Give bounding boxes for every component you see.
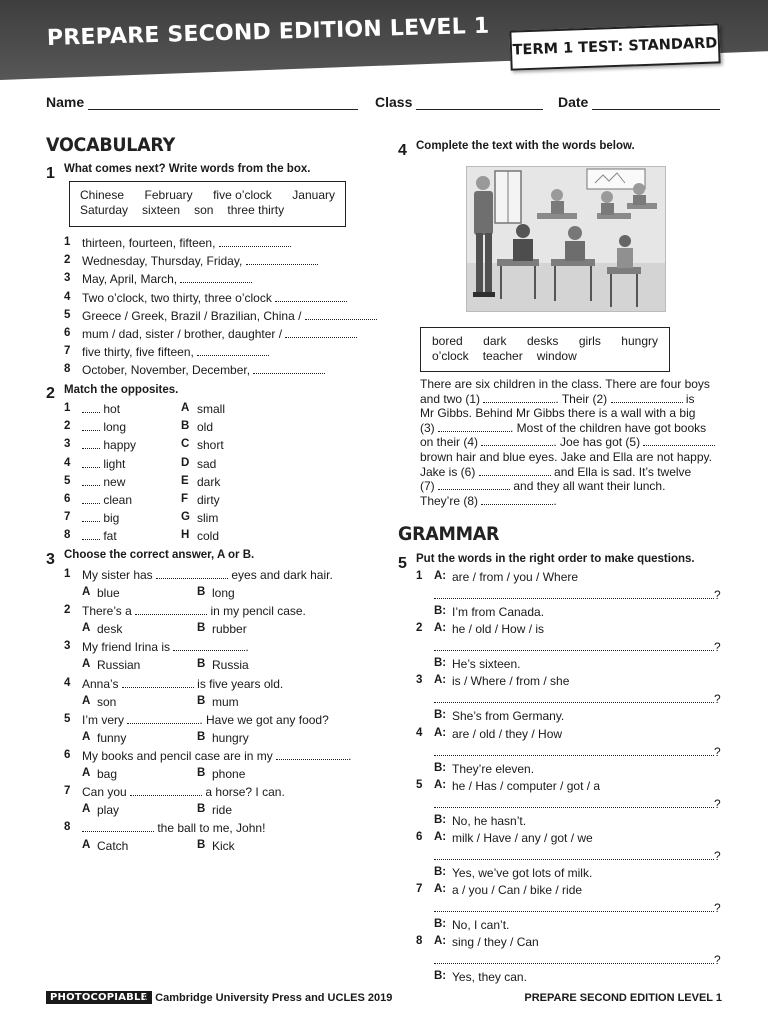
footer-level: PREPARE SECOND EDITION LEVEL 1	[524, 992, 722, 1004]
option-letter: E	[181, 474, 189, 487]
item-text: Greece / Greek, Brazil / Brazilian, China /	[82, 308, 302, 323]
question-mark: ?	[714, 744, 721, 759]
option-letter: B	[197, 694, 206, 707]
speaker-b-label: B:	[434, 866, 447, 878]
speaker-b-label: B:	[434, 918, 447, 931]
item-text: Anna’s	[82, 676, 119, 691]
item-number: 4	[416, 726, 423, 739]
answer-blank[interactable]	[122, 678, 194, 688]
text-segment: (7)	[420, 479, 435, 494]
word-box-item: teacher	[482, 349, 523, 363]
classroom-illustration-svg	[467, 167, 666, 312]
answer-blank[interactable]	[275, 292, 347, 302]
answer-blank[interactable]	[82, 439, 100, 449]
answer-line[interactable]	[434, 640, 721, 654]
item-text: .	[245, 640, 249, 655]
option-letter: G	[181, 511, 190, 524]
answer-blank[interactable]	[246, 255, 318, 265]
option-letter: C	[181, 438, 190, 451]
option-letter: A	[82, 767, 91, 779]
list-item	[82, 475, 125, 489]
item-number: 8	[64, 363, 71, 376]
speaker-a-label: A:	[434, 778, 447, 791]
class-blank[interactable]	[416, 95, 543, 110]
text-line	[420, 435, 720, 450]
word-box-item: Chinese	[80, 188, 125, 202]
speaker-b-label: B:	[434, 605, 447, 617]
answer-blank[interactable]	[438, 423, 510, 432]
item-number: 2	[64, 254, 71, 267]
text-segment: and Ella is sad. It’s twelve	[550, 464, 692, 479]
answer-blank[interactable]	[305, 310, 377, 320]
list-item	[82, 345, 269, 359]
response-text: They’re eleven.	[452, 761, 535, 776]
answer-line[interactable]	[434, 849, 721, 863]
copyright-text: © Cambridge University Press and UCLES 2019	[144, 992, 393, 1004]
text-line	[420, 465, 720, 480]
option-letter: A	[181, 402, 190, 414]
item-text: clean	[103, 493, 133, 507]
list-item	[82, 785, 285, 799]
option-b: ride	[212, 803, 233, 818]
answer-line[interactable]	[434, 797, 721, 811]
item-text: I’m very	[82, 712, 124, 727]
gap-fill-text	[420, 377, 720, 508]
date-field[interactable]	[558, 94, 720, 110]
answer-blank[interactable]	[643, 437, 715, 446]
list-item	[82, 568, 333, 582]
option-letter: A	[82, 694, 91, 707]
option-b: rubber	[212, 622, 247, 637]
text-segment: and two (1)	[420, 391, 481, 406]
item-number: 6	[64, 327, 71, 339]
option-letter: D	[181, 456, 190, 469]
word-box	[69, 181, 346, 227]
option-a: blue	[97, 586, 120, 600]
answer-blank[interactable]	[82, 421, 100, 431]
option-letter: B	[197, 730, 206, 743]
option-letter: B	[197, 803, 206, 816]
option-letter: A	[82, 622, 91, 635]
item-number: 7	[416, 883, 423, 896]
option-a: son	[97, 694, 117, 709]
answer-blank[interactable]	[180, 273, 252, 283]
word-box-item: January	[292, 188, 335, 202]
option-b: long	[212, 586, 235, 600]
answer-blank[interactable]	[434, 746, 714, 756]
name-label: Name	[46, 94, 85, 110]
item-text: .	[348, 749, 352, 763]
option-letter: B	[197, 622, 206, 635]
item-text: fat	[103, 529, 117, 544]
option-letter: A	[82, 730, 91, 743]
item-text: a horse? I can.	[205, 785, 285, 800]
item-text: May, April, March,	[82, 272, 178, 287]
speaker-b-label: B:	[434, 709, 447, 722]
item-text: hot	[103, 402, 121, 416]
option-letter: A	[82, 658, 91, 671]
answer-blank[interactable]	[197, 346, 269, 356]
list-item	[82, 529, 117, 543]
item-number: 2	[64, 420, 71, 433]
question-instruction: What comes next? Write words from the box.	[64, 163, 311, 175]
item-number: 8	[416, 935, 423, 948]
speaker-a-label: A:	[434, 726, 447, 739]
answer-line[interactable]	[434, 901, 721, 915]
answer-blank[interactable]	[130, 786, 202, 796]
item-number: 7	[64, 345, 71, 358]
answer-blank[interactable]	[438, 481, 510, 490]
list-item	[82, 420, 126, 434]
list-item	[82, 749, 351, 763]
prompt-words: are / from / you / Where	[452, 570, 579, 584]
word-box-item: son	[194, 203, 214, 217]
classroom-illustration	[466, 166, 666, 312]
question-mark: ?	[714, 953, 721, 968]
answer-blank[interactable]	[127, 714, 199, 724]
response-text: No, he hasn’t.	[452, 813, 527, 828]
word-box-item: desks	[526, 334, 559, 348]
answer-blank[interactable]	[434, 954, 714, 964]
answer-blank[interactable]	[173, 641, 245, 651]
name-field[interactable]	[46, 94, 358, 110]
answer-blank[interactable]	[481, 437, 553, 446]
option-letter: A	[82, 803, 91, 816]
option-b: Russia	[212, 658, 249, 673]
word-box-item: window	[536, 349, 577, 363]
item-number: 4	[64, 290, 71, 303]
option-a: Catch	[97, 839, 129, 854]
option-text: dirty	[197, 493, 220, 507]
prompt-words: a / you / Can / bike / ride	[452, 883, 583, 898]
text-line	[420, 494, 720, 509]
item-number: 2	[64, 604, 71, 617]
question-mark: ?	[714, 588, 721, 602]
answer-line[interactable]	[434, 588, 721, 602]
item-number: 3	[64, 272, 71, 285]
question-number: 5	[398, 555, 407, 572]
answer-line[interactable]	[434, 692, 721, 706]
list-item	[82, 291, 347, 305]
item-text: . Have we got any food?	[199, 712, 329, 727]
answer-blank[interactable]	[479, 467, 551, 476]
list-item	[82, 640, 249, 654]
item-number: 1	[64, 236, 71, 248]
word-box-item: dark	[483, 334, 507, 348]
question-mark: ?	[714, 849, 721, 863]
list-item	[82, 677, 283, 691]
option-letter: A	[82, 839, 91, 852]
speaker-b-label: B:	[434, 657, 447, 670]
item-number: 2	[416, 622, 423, 635]
question-mark: ?	[714, 796, 721, 811]
item-text: October, November, December,	[82, 363, 251, 378]
item-text: long	[103, 420, 127, 435]
answer-blank[interactable]	[135, 605, 207, 615]
item-text: is five years old.	[197, 676, 284, 691]
question-mark: ?	[714, 692, 721, 707]
speaker-a-label: A:	[434, 570, 447, 582]
question-instruction: Choose the correct answer, A or B.	[64, 549, 255, 561]
option-text: sad	[197, 456, 217, 471]
answer-blank[interactable]	[483, 394, 555, 403]
class-label: Class	[375, 94, 413, 110]
answer-blank[interactable]	[156, 569, 228, 579]
option-letter: F	[181, 493, 189, 505]
speaker-a-label: A:	[434, 674, 447, 687]
list-item	[82, 604, 306, 618]
answer-blank[interactable]	[82, 403, 100, 413]
test-label	[509, 23, 720, 70]
answer-blank[interactable]	[82, 476, 100, 486]
answer-blank[interactable]	[219, 237, 291, 247]
question-mark: ?	[714, 640, 721, 655]
list-item	[82, 713, 329, 727]
test-label-text: TERM 1 TEST: STANDARD	[512, 35, 718, 59]
option-b: mum	[212, 694, 239, 709]
list-item	[82, 511, 119, 525]
option-text: slim	[197, 511, 219, 526]
answer-blank[interactable]	[82, 512, 100, 522]
question-instruction: Put the words in the right order to make questions.	[416, 553, 695, 565]
item-number: 6	[64, 749, 71, 761]
item-text: My books and pencil case are in my	[82, 749, 273, 763]
text-line	[420, 421, 720, 436]
text-segment: .	[553, 493, 557, 508]
response-text: Yes, they can.	[452, 970, 527, 985]
option-letter: B	[197, 658, 206, 671]
question-instruction: Complete the text with the words below.	[416, 140, 635, 152]
page-title: PREPARE SECOND EDITION LEVEL 1	[46, 13, 490, 51]
word-box-item: five o’clock	[213, 188, 272, 202]
question-number: 4	[398, 142, 407, 159]
item-text: My friend Irina is	[82, 640, 171, 655]
option-b: hungry	[212, 730, 249, 745]
answer-blank[interactable]	[434, 589, 714, 599]
word-box-item: Saturday	[80, 203, 129, 217]
prompt-words: milk / Have / any / got / we	[452, 831, 593, 845]
word-box-item: sixteen	[142, 203, 181, 217]
option-a: desk	[97, 622, 123, 637]
list-item	[82, 438, 136, 452]
option-text: small	[197, 402, 226, 416]
answer-blank[interactable]	[285, 328, 357, 338]
list-item	[82, 363, 325, 377]
option-letter: H	[181, 529, 190, 542]
speaker-b-label: B:	[434, 970, 447, 983]
text-segment: on their (4)	[420, 435, 479, 450]
text-segment: . Joe has got (5)	[553, 435, 641, 450]
item-text: Wednesday, Thursday, Friday,	[82, 254, 243, 269]
list-item	[82, 309, 377, 323]
option-b: phone	[212, 767, 246, 781]
question-number: 1	[46, 165, 55, 182]
text-segment: They’re (8)	[420, 493, 479, 508]
option-b: Kick	[212, 839, 235, 854]
text-segment: . Most of the children have got books	[510, 420, 707, 435]
text-line	[420, 392, 720, 407]
text-line	[420, 406, 720, 421]
word-box-item: girls	[578, 334, 601, 348]
response-text: I’m from Canada.	[452, 605, 545, 619]
answer-blank[interactable]	[434, 641, 714, 651]
answer-blank[interactable]	[82, 530, 100, 540]
option-letter: B	[197, 586, 206, 598]
answer-blank[interactable]	[434, 798, 714, 808]
item-number: 5	[64, 712, 71, 725]
word-box-item: February	[144, 188, 193, 202]
speaker-b-label: B:	[434, 761, 447, 774]
item-number: 4	[64, 676, 71, 689]
option-a: play	[97, 803, 120, 818]
question-mark: ?	[714, 901, 721, 916]
response-text: No, I can’t.	[452, 918, 510, 933]
prompt-words: are / old / they / How	[452, 726, 563, 741]
question-number: 3	[46, 551, 55, 568]
option-text: short	[197, 438, 224, 453]
word-box	[420, 327, 670, 372]
photocopiable-badge: PHOTOCOPIABLE	[46, 991, 152, 1004]
word-box-item: hungry	[621, 334, 658, 348]
answer-line[interactable]	[434, 953, 721, 967]
answer-line[interactable]	[434, 745, 721, 759]
item-number: 5	[64, 308, 71, 321]
text-line	[420, 479, 720, 494]
item-text: My sister has	[82, 568, 153, 582]
text-segment: brown hair and blue eyes. Jake and Ella are not happy.	[420, 449, 712, 464]
item-text: Two o’clock, two thirty, three o’clock	[82, 290, 272, 305]
item-text: light	[103, 456, 126, 471]
response-text: Yes, we’ve got lots of milk.	[452, 866, 593, 880]
item-text: Can you	[82, 785, 127, 800]
item-number: 6	[416, 831, 423, 843]
prompt-words: is / Where / from / she	[452, 674, 570, 689]
word-box-item: o’clock	[432, 349, 469, 363]
option-a: funny	[97, 730, 127, 745]
answer-blank[interactable]	[434, 850, 714, 860]
option-a: bag	[97, 767, 118, 781]
student-info-line	[46, 94, 722, 114]
text-line	[420, 377, 720, 392]
prompt-words: he / Has / computer / got / a	[452, 778, 601, 793]
answer-blank[interactable]	[253, 364, 325, 374]
speaker-a-label: A:	[434, 622, 447, 635]
item-number: 4	[64, 456, 71, 469]
list-item	[82, 327, 357, 341]
word-box-item: three thirty	[227, 203, 285, 217]
item-number: 8	[64, 821, 71, 834]
option-letter: A	[82, 586, 91, 598]
item-number: 3	[416, 674, 423, 687]
prompt-words: sing / they / Can	[452, 935, 539, 950]
item-text: thirteen, fourteen, fifteen,	[82, 236, 216, 250]
item-text: There’s a	[82, 604, 132, 619]
text-segment: . Their (2)	[555, 391, 608, 406]
list-item	[82, 402, 120, 416]
answer-blank[interactable]	[82, 822, 154, 832]
date-blank[interactable]	[592, 95, 720, 110]
item-text: new	[103, 474, 126, 489]
response-text: He’s sixteen.	[452, 657, 521, 672]
item-text: in my pencil case.	[210, 604, 306, 619]
item-text: happy	[103, 438, 137, 453]
answer-blank[interactable]	[82, 458, 100, 468]
item-text: big	[103, 511, 120, 526]
list-item	[82, 493, 132, 507]
word-box-item: bored	[432, 334, 463, 348]
speaker-a-label: A:	[434, 831, 447, 843]
item-text: five thirty, five fifteen,	[82, 345, 194, 360]
text-segment: is	[682, 391, 695, 406]
list-item	[82, 236, 291, 250]
option-a: Russian	[97, 658, 141, 673]
item-number: 1	[416, 570, 423, 582]
text-segment: Mr Gibbs. Behind Mr Gibbs there is a wall with a big	[420, 406, 696, 421]
question-number: 2	[46, 385, 55, 402]
date-label: Date	[558, 94, 589, 110]
option-letter: B	[181, 420, 190, 433]
list-item	[82, 821, 265, 835]
option-text: dark	[197, 474, 221, 489]
option-letter: B	[197, 839, 206, 852]
list-item	[82, 457, 125, 471]
item-text: eyes and dark hair.	[231, 568, 333, 582]
answer-blank[interactable]	[434, 902, 714, 912]
list-item	[82, 272, 252, 286]
text-line	[420, 450, 720, 465]
answer-blank[interactable]	[611, 394, 683, 403]
answer-blank[interactable]	[82, 494, 100, 504]
vocabulary-heading: VOCABULARY	[46, 134, 176, 156]
response-text: She’s from Germany.	[452, 709, 565, 724]
text-segment: Jake is (6)	[420, 464, 476, 479]
item-text: mum / dad, sister / brother, daughter /	[82, 327, 283, 341]
option-letter: B	[197, 767, 206, 779]
speaker-a-label: A:	[434, 883, 447, 896]
item-number: 7	[64, 511, 71, 524]
item-number: 1	[64, 402, 71, 414]
item-number: 3	[64, 438, 71, 451]
item-number: 1	[64, 568, 71, 580]
item-text: the ball to me, John!	[157, 821, 266, 836]
option-text: cold	[197, 529, 220, 544]
name-blank[interactable]	[88, 95, 358, 110]
item-number: 5	[64, 474, 71, 487]
item-number: 7	[64, 785, 71, 798]
item-number: 5	[416, 778, 423, 791]
option-text: old	[197, 420, 214, 435]
speaker-a-label: A:	[434, 935, 447, 948]
text-segment: There are six children in the class. There are four boys	[420, 377, 710, 391]
answer-blank[interactable]	[434, 693, 714, 703]
footer	[46, 991, 722, 1005]
item-number: 3	[64, 640, 71, 653]
answer-blank[interactable]	[481, 496, 553, 505]
prompt-words: he / old / How / is	[452, 622, 545, 637]
speaker-b-label: B:	[434, 813, 447, 826]
text-segment: and they all want their lunch.	[510, 479, 666, 494]
question-instruction: Match the opposites.	[64, 384, 179, 396]
answer-blank[interactable]	[276, 750, 348, 760]
class-field[interactable]	[375, 94, 543, 110]
list-item	[82, 254, 318, 268]
text-segment: (3)	[420, 420, 435, 435]
item-number: 6	[64, 493, 71, 505]
item-number: 8	[64, 529, 71, 542]
grammar-heading: GRAMMAR	[398, 523, 500, 545]
